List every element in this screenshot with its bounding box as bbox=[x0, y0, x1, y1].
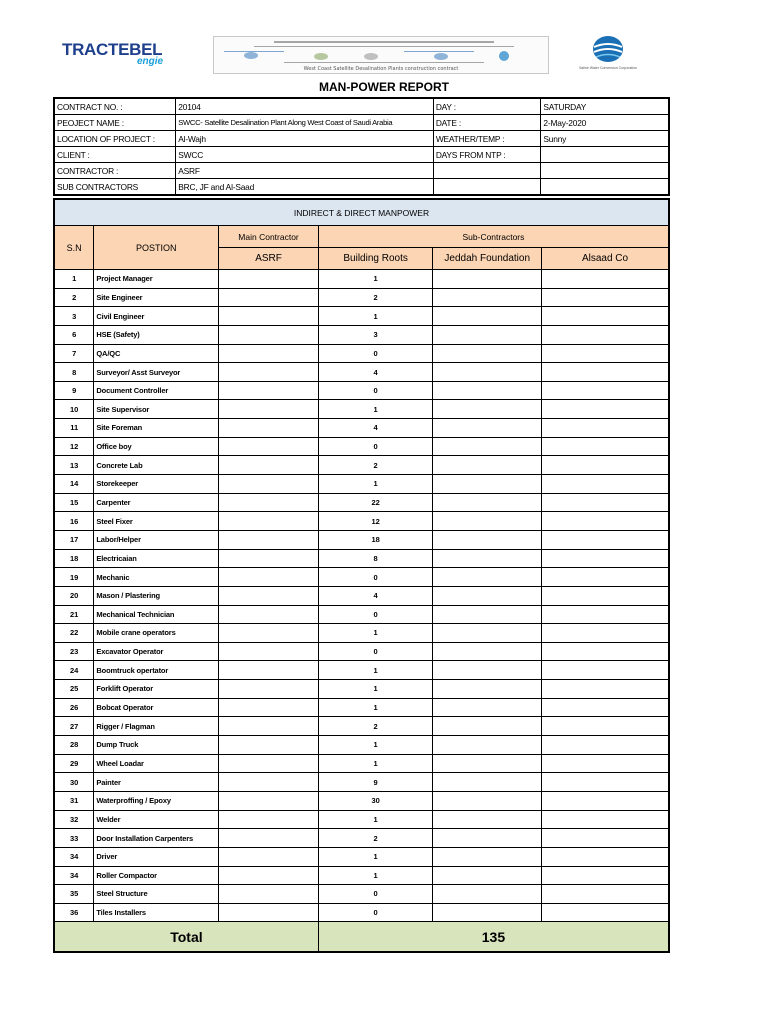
position-cell: Mason / Plastering bbox=[94, 586, 219, 605]
alsaad-cell bbox=[542, 512, 669, 531]
jeddah-foundation-cell bbox=[433, 605, 542, 624]
sn-cell: 21 bbox=[54, 605, 94, 624]
alsaad-cell bbox=[542, 736, 669, 755]
table-row bbox=[54, 363, 669, 382]
asrf-cell bbox=[219, 736, 319, 755]
total-label: Total bbox=[54, 922, 318, 953]
alsaad-cell bbox=[542, 717, 669, 736]
position-cell: Surveyor/ Asst Surveyor bbox=[94, 363, 219, 382]
jeddah-foundation-cell bbox=[433, 680, 542, 699]
building-roots-cell: 1 bbox=[318, 624, 433, 643]
sn-cell: 16 bbox=[54, 512, 94, 531]
total-value: 135 bbox=[318, 922, 669, 953]
asrf-cell bbox=[219, 419, 319, 438]
table-row bbox=[54, 512, 669, 531]
section-row bbox=[54, 199, 669, 226]
asrf-cell bbox=[219, 437, 319, 456]
building-roots-cell: 1 bbox=[318, 661, 433, 680]
position-cell: Steel Fixer bbox=[94, 512, 219, 531]
asrf-cell bbox=[219, 493, 319, 512]
table-row bbox=[54, 885, 669, 904]
jeddah-foundation-cell bbox=[433, 717, 542, 736]
sn-cell: 14 bbox=[54, 475, 94, 494]
contract-no-label: CONTRACT NO. : bbox=[54, 98, 176, 115]
table-row bbox=[54, 456, 669, 475]
jeddah-foundation-cell bbox=[433, 642, 542, 661]
table-row bbox=[54, 736, 669, 755]
sn-cell: 34 bbox=[54, 866, 94, 885]
asrf-cell bbox=[219, 791, 319, 810]
building-roots-cell: 2 bbox=[318, 829, 433, 848]
table-row bbox=[54, 586, 669, 605]
position-cell: Project Manager bbox=[94, 270, 219, 289]
position-cell: Mechanic bbox=[94, 568, 219, 587]
contractor-value: ASRF bbox=[176, 163, 434, 179]
alsaad-cell bbox=[542, 773, 669, 792]
table-row bbox=[54, 419, 669, 438]
asrf-cell bbox=[219, 400, 319, 419]
swcc-logo-caption: Saline Water Conversion Corporation bbox=[579, 66, 637, 70]
asrf-cell bbox=[219, 288, 319, 307]
sn-cell: 10 bbox=[54, 400, 94, 419]
asrf-cell bbox=[219, 363, 319, 382]
info-row bbox=[54, 115, 669, 131]
position-cell: Painter bbox=[94, 773, 219, 792]
position-cell: Site Engineer bbox=[94, 288, 219, 307]
asrf-cell bbox=[219, 605, 319, 624]
sn-cell: 22 bbox=[54, 624, 94, 643]
table-row bbox=[54, 400, 669, 419]
table-row bbox=[54, 624, 669, 643]
position-cell: Wheel Loadar bbox=[94, 754, 219, 773]
position-cell: Forklift Operator bbox=[94, 680, 219, 699]
project-banner bbox=[213, 36, 549, 74]
asrf-cell bbox=[219, 549, 319, 568]
sn-cell: 28 bbox=[54, 736, 94, 755]
table-row bbox=[54, 605, 669, 624]
jeddah-foundation-cell bbox=[433, 456, 542, 475]
alsaad-cell bbox=[542, 456, 669, 475]
jeddah-foundation-cell bbox=[433, 810, 542, 829]
table-row bbox=[54, 437, 669, 456]
asrf-cell bbox=[219, 270, 319, 289]
building-roots-cell: 0 bbox=[318, 642, 433, 661]
jeddah-foundation-cell bbox=[433, 885, 542, 904]
alsaad-cell bbox=[542, 493, 669, 512]
position-cell: Excavator Operator bbox=[94, 642, 219, 661]
building-roots-cell: 4 bbox=[318, 586, 433, 605]
alsaad-cell bbox=[542, 568, 669, 587]
jeddah-foundation-cell bbox=[433, 288, 542, 307]
building-roots-cell: 1 bbox=[318, 400, 433, 419]
position-cell: Storekeeper bbox=[94, 475, 219, 494]
position-cell: Labor/Helper bbox=[94, 530, 219, 549]
position-cell: Office boy bbox=[94, 437, 219, 456]
sn-cell: 23 bbox=[54, 642, 94, 661]
alsaad-header: Alsaad Co bbox=[542, 248, 669, 270]
alsaad-cell bbox=[542, 419, 669, 438]
header-row bbox=[54, 226, 669, 248]
table-row bbox=[54, 288, 669, 307]
table-row bbox=[54, 325, 669, 344]
asrf-cell bbox=[219, 624, 319, 643]
position-cell: QA/QC bbox=[94, 344, 219, 363]
alsaad-cell bbox=[542, 381, 669, 400]
contract-no-value: 20104 bbox=[176, 98, 434, 115]
alsaad-cell bbox=[542, 885, 669, 904]
position-cell: Roller Compactor bbox=[94, 866, 219, 885]
day-value: SATURDAY bbox=[541, 98, 669, 115]
report-title: MAN-POWER REPORT bbox=[319, 80, 449, 94]
asrf-cell bbox=[219, 829, 319, 848]
empty-cell bbox=[433, 179, 541, 196]
sn-cell: 15 bbox=[54, 493, 94, 512]
position-cell: Site Supervisor bbox=[94, 400, 219, 419]
table-row bbox=[54, 717, 669, 736]
asrf-cell bbox=[219, 903, 319, 922]
jeddah-foundation-cell bbox=[433, 847, 542, 866]
jeddah-foundation-header: Jeddah Foundation bbox=[433, 248, 542, 270]
table-row bbox=[54, 642, 669, 661]
jeddah-foundation-cell bbox=[433, 661, 542, 680]
position-cell: Site Foreman bbox=[94, 419, 219, 438]
jeddah-foundation-cell bbox=[433, 270, 542, 289]
table-row bbox=[54, 381, 669, 400]
position-cell: Dump Truck bbox=[94, 736, 219, 755]
building-roots-cell: 0 bbox=[318, 344, 433, 363]
table-row bbox=[54, 549, 669, 568]
position-cell: Civil Engineer bbox=[94, 307, 219, 326]
alsaad-cell bbox=[542, 661, 669, 680]
building-roots-cell: 18 bbox=[318, 530, 433, 549]
info-row bbox=[54, 98, 669, 115]
sn-cell: 24 bbox=[54, 661, 94, 680]
position-cell: Driver bbox=[94, 847, 219, 866]
building-roots-cell: 22 bbox=[318, 493, 433, 512]
position-cell: Mobile crane operators bbox=[94, 624, 219, 643]
manpower-table bbox=[53, 198, 670, 953]
weather-value: Sunny bbox=[541, 131, 669, 147]
sn-cell: 32 bbox=[54, 810, 94, 829]
asrf-cell bbox=[219, 773, 319, 792]
sn-cell: 18 bbox=[54, 549, 94, 568]
sn-cell: 11 bbox=[54, 419, 94, 438]
jeddah-foundation-cell bbox=[433, 586, 542, 605]
alsaad-cell bbox=[542, 307, 669, 326]
table-row bbox=[54, 810, 669, 829]
building-roots-cell: 4 bbox=[318, 419, 433, 438]
asrf-cell bbox=[219, 661, 319, 680]
table-row bbox=[54, 680, 669, 699]
sn-cell: 7 bbox=[54, 344, 94, 363]
asrf-cell bbox=[219, 885, 319, 904]
jeddah-foundation-cell bbox=[433, 791, 542, 810]
alsaad-cell bbox=[542, 288, 669, 307]
position-header: POSTION bbox=[94, 226, 219, 270]
asrf-cell bbox=[219, 307, 319, 326]
contractor-label: CONTRACTOR : bbox=[54, 163, 176, 179]
building-roots-cell: 0 bbox=[318, 885, 433, 904]
jeddah-foundation-cell bbox=[433, 903, 542, 922]
total-row bbox=[54, 922, 669, 953]
sn-cell: 9 bbox=[54, 381, 94, 400]
building-roots-cell: 0 bbox=[318, 381, 433, 400]
alsaad-cell bbox=[542, 475, 669, 494]
alsaad-cell bbox=[542, 791, 669, 810]
building-roots-cell: 1 bbox=[318, 810, 433, 829]
building-roots-header: Building Roots bbox=[318, 248, 433, 270]
jeddah-foundation-cell bbox=[433, 437, 542, 456]
alsaad-cell bbox=[542, 363, 669, 382]
alsaad-cell bbox=[542, 642, 669, 661]
asrf-cell bbox=[219, 754, 319, 773]
building-roots-cell: 1 bbox=[318, 736, 433, 755]
days-from-ntp-value bbox=[541, 147, 669, 163]
building-roots-cell: 8 bbox=[318, 549, 433, 568]
building-roots-cell: 3 bbox=[318, 325, 433, 344]
position-cell: Electricaian bbox=[94, 549, 219, 568]
position-cell: Mechanical Technician bbox=[94, 605, 219, 624]
asrf-cell bbox=[219, 847, 319, 866]
building-roots-cell: 1 bbox=[318, 847, 433, 866]
sub-contractors-header: Sub-Contractors bbox=[318, 226, 669, 248]
swcc-logo bbox=[579, 34, 637, 74]
position-cell: Boomtruck opertator bbox=[94, 661, 219, 680]
position-cell: Document Controller bbox=[94, 381, 219, 400]
table-row bbox=[54, 791, 669, 810]
sn-cell: 29 bbox=[54, 754, 94, 773]
asrf-cell bbox=[219, 642, 319, 661]
building-roots-cell: 1 bbox=[318, 866, 433, 885]
jeddah-foundation-cell bbox=[433, 493, 542, 512]
subcontractors-label: SUB CONTRACTORS bbox=[54, 179, 176, 196]
empty-cell bbox=[433, 163, 541, 179]
sn-cell: 27 bbox=[54, 717, 94, 736]
jeddah-foundation-cell bbox=[433, 512, 542, 531]
position-cell: Door Installation Carpenters bbox=[94, 829, 219, 848]
asrf-cell bbox=[219, 381, 319, 400]
day-label: DAY : bbox=[433, 98, 541, 115]
sn-cell: 31 bbox=[54, 791, 94, 810]
jeddah-foundation-cell bbox=[433, 419, 542, 438]
sn-cell: 6 bbox=[54, 325, 94, 344]
sn-cell: 19 bbox=[54, 568, 94, 587]
building-roots-cell: 1 bbox=[318, 680, 433, 699]
sn-cell: 13 bbox=[54, 456, 94, 475]
alsaad-cell bbox=[542, 810, 669, 829]
date-value: 2-May-2020 bbox=[541, 115, 669, 131]
alsaad-cell bbox=[542, 586, 669, 605]
sn-cell: 36 bbox=[54, 903, 94, 922]
jeddah-foundation-cell bbox=[433, 773, 542, 792]
jeddah-foundation-cell bbox=[433, 624, 542, 643]
table-row bbox=[54, 568, 669, 587]
asrf-cell bbox=[219, 325, 319, 344]
building-roots-cell: 9 bbox=[318, 773, 433, 792]
alsaad-cell bbox=[542, 437, 669, 456]
building-roots-cell: 2 bbox=[318, 456, 433, 475]
asrf-cell bbox=[219, 344, 319, 363]
table-row bbox=[54, 698, 669, 717]
weather-label: WEATHER/TEMP : bbox=[433, 131, 541, 147]
main-contractor-header: Main Contractor bbox=[219, 226, 319, 248]
table-row bbox=[54, 754, 669, 773]
asrf-cell bbox=[219, 866, 319, 885]
alsaad-cell bbox=[542, 847, 669, 866]
section-title: INDIRECT & DIRECT MANPOWER bbox=[54, 199, 669, 226]
sn-cell: 3 bbox=[54, 307, 94, 326]
table-row bbox=[54, 307, 669, 326]
position-cell: Bobcat Operator bbox=[94, 698, 219, 717]
alsaad-cell bbox=[542, 400, 669, 419]
building-roots-cell: 1 bbox=[318, 270, 433, 289]
position-cell: HSE (Safety) bbox=[94, 325, 219, 344]
sn-cell: 35 bbox=[54, 885, 94, 904]
sn-cell: 17 bbox=[54, 530, 94, 549]
sn-cell: 1 bbox=[54, 270, 94, 289]
asrf-cell bbox=[219, 530, 319, 549]
empty-cell bbox=[541, 163, 669, 179]
jeddah-foundation-cell bbox=[433, 530, 542, 549]
info-row bbox=[54, 131, 669, 147]
alsaad-cell bbox=[542, 866, 669, 885]
asrf-cell bbox=[219, 456, 319, 475]
table-row bbox=[54, 270, 669, 289]
building-roots-cell: 1 bbox=[318, 475, 433, 494]
table-row bbox=[54, 773, 669, 792]
sn-cell: 33 bbox=[54, 829, 94, 848]
building-roots-cell: 0 bbox=[318, 605, 433, 624]
jeddah-foundation-cell bbox=[433, 400, 542, 419]
position-cell: Rigger / Flagman bbox=[94, 717, 219, 736]
building-roots-cell: 2 bbox=[318, 717, 433, 736]
empty-cell bbox=[541, 179, 669, 196]
sn-cell: 25 bbox=[54, 680, 94, 699]
table-row bbox=[54, 903, 669, 922]
jeddah-foundation-cell bbox=[433, 866, 542, 885]
sn-cell: 34 bbox=[54, 847, 94, 866]
project-info-table bbox=[53, 97, 670, 196]
sn-cell: 20 bbox=[54, 586, 94, 605]
building-roots-cell: 1 bbox=[318, 698, 433, 717]
alsaad-cell bbox=[542, 344, 669, 363]
sn-cell: 8 bbox=[54, 363, 94, 382]
jeddah-foundation-cell bbox=[433, 363, 542, 382]
alsaad-cell bbox=[542, 549, 669, 568]
building-roots-cell: 4 bbox=[318, 363, 433, 382]
tractebel-logo bbox=[62, 40, 164, 67]
jeddah-foundation-cell bbox=[433, 754, 542, 773]
table-row bbox=[54, 847, 669, 866]
jeddah-foundation-cell bbox=[433, 568, 542, 587]
asrf-cell bbox=[219, 698, 319, 717]
table-row bbox=[54, 661, 669, 680]
jeddah-foundation-cell bbox=[433, 307, 542, 326]
position-cell: Carpenter bbox=[94, 493, 219, 512]
building-roots-cell: 1 bbox=[318, 307, 433, 326]
jeddah-foundation-cell bbox=[433, 344, 542, 363]
asrf-cell bbox=[219, 568, 319, 587]
alsaad-cell bbox=[542, 325, 669, 344]
asrf-cell bbox=[219, 475, 319, 494]
table-row bbox=[54, 866, 669, 885]
tractebel-logo-text: TRACTEBEL bbox=[62, 40, 163, 59]
client-value: SWCC bbox=[176, 147, 434, 163]
position-cell: Waterproffing / Epoxy bbox=[94, 791, 219, 810]
days-from-ntp-label: DAYS FROM NTP : bbox=[433, 147, 541, 163]
sn-cell: 30 bbox=[54, 773, 94, 792]
alsaad-cell bbox=[542, 903, 669, 922]
alsaad-cell bbox=[542, 829, 669, 848]
sn-cell: 2 bbox=[54, 288, 94, 307]
alsaad-cell bbox=[542, 270, 669, 289]
engie-logo-text: engie bbox=[137, 56, 164, 67]
alsaad-cell bbox=[542, 605, 669, 624]
subcontractors-value: BRC, JF and Al-Saad bbox=[176, 179, 434, 196]
table-row bbox=[54, 493, 669, 512]
asrf-header: ASRF bbox=[219, 248, 319, 270]
jeddah-foundation-cell bbox=[433, 325, 542, 344]
jeddah-foundation-cell bbox=[433, 475, 542, 494]
jeddah-foundation-cell bbox=[433, 829, 542, 848]
position-cell: Steel Structure bbox=[94, 885, 219, 904]
jeddah-foundation-cell bbox=[433, 381, 542, 400]
client-label: CLIENT : bbox=[54, 147, 176, 163]
building-roots-cell: 12 bbox=[318, 512, 433, 531]
building-roots-cell: 1 bbox=[318, 754, 433, 773]
sn-cell: 12 bbox=[54, 437, 94, 456]
project-name-label: PEOJECT NAME : bbox=[54, 115, 176, 131]
sn-cell: 26 bbox=[54, 698, 94, 717]
info-row bbox=[54, 147, 669, 163]
alsaad-cell bbox=[542, 680, 669, 699]
project-name-value: SWCC- Satellite Desalination Plant Along West Coast of Saudi Arabia bbox=[176, 115, 434, 131]
info-row bbox=[54, 179, 669, 196]
location-value: Al-Wajh bbox=[176, 131, 434, 147]
jeddah-foundation-cell bbox=[433, 549, 542, 568]
alsaad-cell bbox=[542, 754, 669, 773]
table-row bbox=[54, 829, 669, 848]
building-roots-cell: 0 bbox=[318, 437, 433, 456]
building-roots-cell: 2 bbox=[318, 288, 433, 307]
position-cell: Tiles Installers bbox=[94, 903, 219, 922]
sn-header: S.N bbox=[54, 226, 94, 270]
position-cell: Welder bbox=[94, 810, 219, 829]
alsaad-cell bbox=[542, 530, 669, 549]
date-label: DATE : bbox=[433, 115, 541, 131]
asrf-cell bbox=[219, 680, 319, 699]
info-row bbox=[54, 163, 669, 179]
asrf-cell bbox=[219, 717, 319, 736]
asrf-cell bbox=[219, 512, 319, 531]
alsaad-cell bbox=[542, 698, 669, 717]
asrf-cell bbox=[219, 586, 319, 605]
position-cell: Concrete Lab bbox=[94, 456, 219, 475]
jeddah-foundation-cell bbox=[433, 736, 542, 755]
location-label: LOCATION OF PROJECT : bbox=[54, 131, 176, 147]
alsaad-cell bbox=[542, 624, 669, 643]
building-roots-cell: 30 bbox=[318, 791, 433, 810]
building-roots-cell: 0 bbox=[318, 568, 433, 587]
jeddah-foundation-cell bbox=[433, 698, 542, 717]
banner-caption: West Coast Satellite Desalination Plants construction contract bbox=[303, 66, 459, 72]
table-row bbox=[54, 475, 669, 494]
asrf-cell bbox=[219, 810, 319, 829]
table-row bbox=[54, 344, 669, 363]
table-row bbox=[54, 530, 669, 549]
building-roots-cell: 0 bbox=[318, 903, 433, 922]
